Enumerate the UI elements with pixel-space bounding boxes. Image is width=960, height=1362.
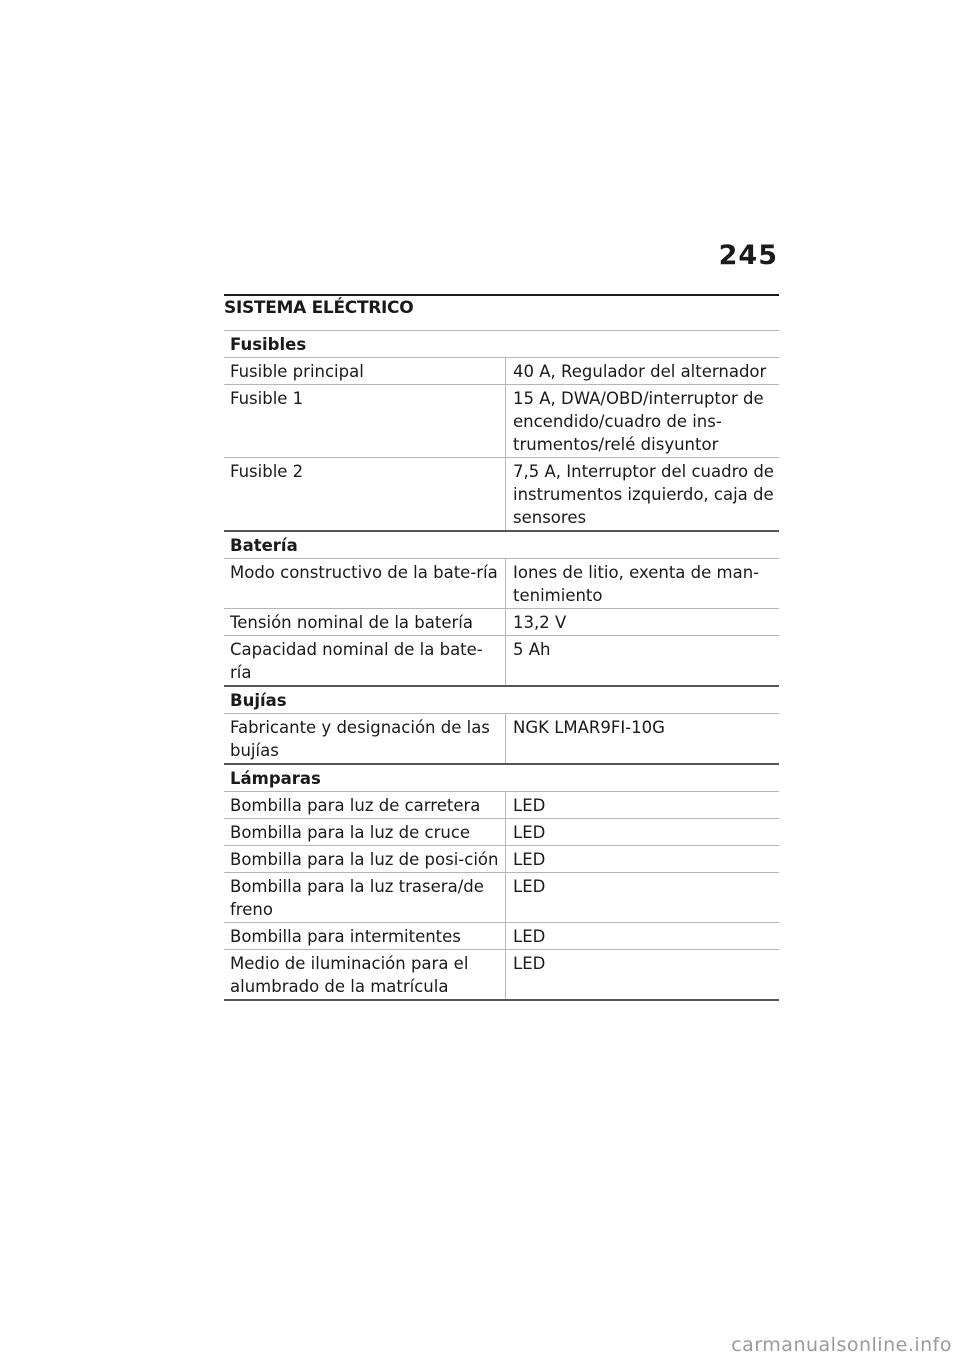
row-value: 40 A, Regulador del alternador [506, 358, 780, 385]
table-row [224, 846, 779, 873]
group-heading-row [224, 686, 779, 714]
row-value: 13,2 V [506, 609, 780, 636]
row-value: 5 Ah [506, 636, 780, 687]
table-row [224, 358, 779, 385]
group-heading-bateria: Batería [224, 531, 779, 559]
row-label: Fabricante y designación de las bujías [224, 714, 506, 765]
group-heading-fusibles: Fusibles [224, 331, 779, 358]
row-value: LED [506, 950, 780, 1001]
row-value: LED [506, 792, 780, 819]
row-label: Modo constructivo de la bate-ría [224, 559, 506, 609]
section-title: SISTEMA ELÉCTRICO [224, 298, 414, 318]
page-number: 245 [718, 240, 778, 271]
table-row [224, 609, 779, 636]
table-row [224, 385, 779, 458]
table-row [224, 819, 779, 846]
group-heading-row [224, 531, 779, 559]
group-heading-bujias: Bujías [224, 686, 779, 714]
table-row [224, 792, 779, 819]
row-value: Iones de litio, exenta de man-tenimiento [506, 559, 780, 609]
table-row [224, 714, 779, 765]
row-value: LED [506, 846, 780, 873]
row-label: Fusible principal [224, 358, 506, 385]
header-rule [224, 294, 779, 296]
table-row [224, 923, 779, 950]
group-heading-row [224, 331, 779, 358]
specifications-table [224, 330, 779, 1001]
row-label: Medio de iluminación para el alumbrado de la matrícula [224, 950, 506, 1001]
row-label: Bombilla para luz de carretera [224, 792, 506, 819]
row-value: NGK LMAR9FI-10G [506, 714, 780, 765]
table-row [224, 559, 779, 609]
row-label: Bombilla para la luz de cruce [224, 819, 506, 846]
table-row [224, 873, 779, 923]
row-label: Fusible 2 [224, 458, 506, 532]
table-row [224, 950, 779, 1001]
watermark-footer: carmanualsonline.info [731, 1334, 952, 1356]
group-heading-lamparas: Lámparas [224, 764, 779, 792]
table-row [224, 458, 779, 532]
group-heading-row [224, 764, 779, 792]
row-label: Fusible 1 [224, 385, 506, 458]
table-row [224, 636, 779, 687]
row-label: Bombilla para la luz trasera/de freno [224, 873, 506, 923]
row-label: Tensión nominal de la batería [224, 609, 506, 636]
row-value: 15 A, DWA/OBD/interruptor de encendido/cuadro de ins-trumentos/relé disyuntor [506, 385, 780, 458]
row-label: Capacidad nominal de la bate-ría [224, 636, 506, 687]
row-value: 7,5 A, Interruptor del cuadro de instrumentos izquierdo, caja de sensores [506, 458, 780, 532]
row-value: LED [506, 873, 780, 923]
row-label: Bombilla para intermitentes [224, 923, 506, 950]
row-value: LED [506, 923, 780, 950]
row-label: Bombilla para la luz de posi-ción [224, 846, 506, 873]
row-value: LED [506, 819, 780, 846]
